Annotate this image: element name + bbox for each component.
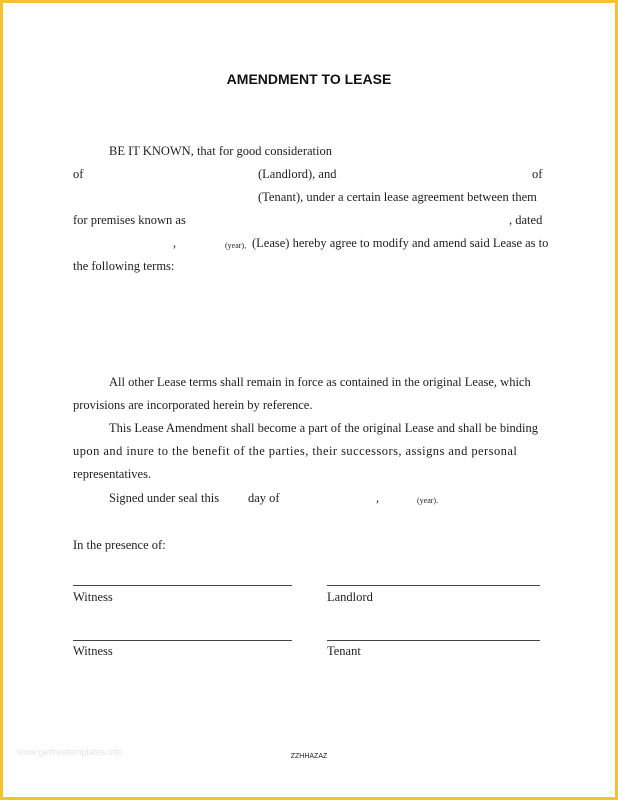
witness-2-signature-line <box>73 640 292 641</box>
witness-1-label: Witness <box>73 590 113 604</box>
watermark: www.getfreetemplates.info <box>17 747 123 757</box>
landlord-label: Landlord <box>327 590 373 604</box>
paragraph-3-line-1: This Lease Amendment shall become a part of the original Lease and shall be binding <box>109 421 539 435</box>
intro-text: BE IT KNOWN, that for good consideration <box>109 144 332 158</box>
year-label: (year), <box>225 241 247 250</box>
paragraph-3-line-3: representatives. <box>73 467 152 481</box>
tenant-signature-line <box>327 640 540 641</box>
paragraph-2-line-2: provisions are incorporated herein by reference. <box>73 398 313 412</box>
witness-2-label: Witness <box>73 644 113 658</box>
footer-code: ZZHHAZAZ <box>290 753 328 760</box>
document-page <box>3 3 615 797</box>
signed-comma: , <box>376 491 380 505</box>
landlord-signature-line <box>327 585 540 586</box>
signed-day-text: day of <box>248 491 280 505</box>
paragraph-3-line-2: upon and inure to the benefit of the parties, their successors, assigns and personal <box>73 444 518 458</box>
tenant-label: Tenant <box>327 644 361 658</box>
landlord-text: (Landlord), and <box>258 167 337 181</box>
terms-text: the following terms: <box>73 259 175 273</box>
premises-text: for premises known as <box>73 213 186 227</box>
signed-year-label: (year). <box>417 496 439 505</box>
of-label-right: of <box>532 167 543 181</box>
presence-text: In the presence of: <box>73 538 166 552</box>
paragraph-2-line-1: All other Lease terms shall remain in force as contained in the original Lease, which <box>109 375 531 389</box>
dated-text: , dated <box>509 213 543 227</box>
witness-1-signature-line <box>73 585 292 586</box>
tenant-text: (Tenant), under a certain lease agreement between them <box>258 190 537 204</box>
date-comma: , <box>173 236 177 250</box>
lease-text: (Lease) hereby agree to modify and amend said Lease as to <box>252 236 549 250</box>
document-title: AMENDMENT TO LEASE <box>226 71 392 87</box>
signed-text: Signed under seal this <box>109 491 220 505</box>
of-label-left: of <box>73 167 84 181</box>
